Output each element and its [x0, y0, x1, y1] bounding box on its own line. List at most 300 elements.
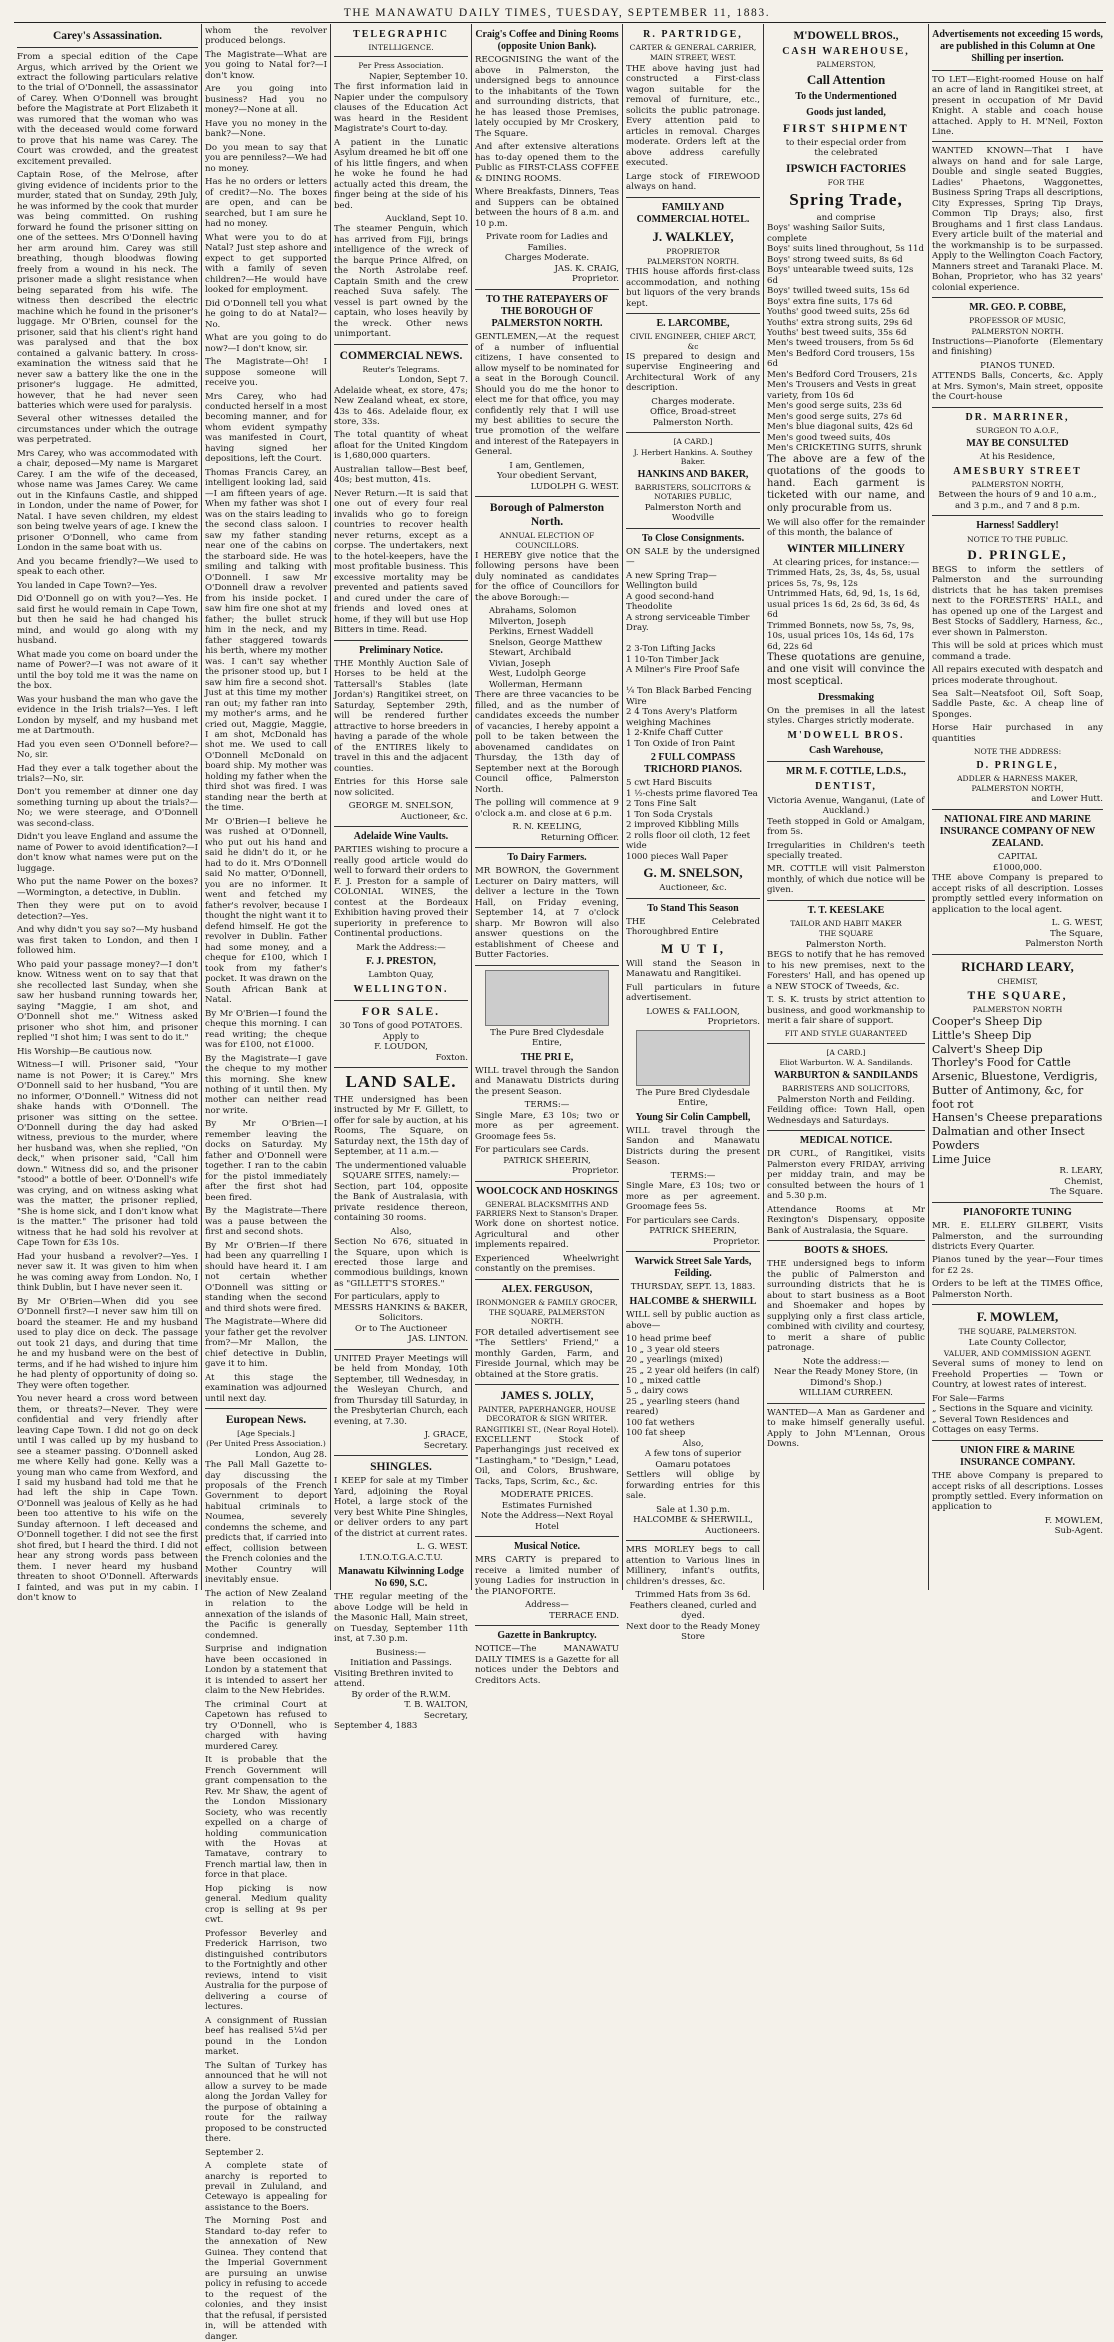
dateline: London, Sept 7.: [399, 375, 468, 386]
line: Address—: [525, 1600, 569, 1611]
ad-title: SHINGLES.: [370, 1461, 432, 1474]
divider: [932, 70, 1103, 71]
line: For Sale—Farms: [932, 1393, 1005, 1404]
paragraph: The steamer Penguin, which has arrived from Fiji, brings intelligence of the wreck of the barque Prince Alfred, on the North Astrolabe reef. Captain Smith and the crew reached Suva safely. The vessel is part owned by the captain, who loses heavily by the wreck. Other news unimportant.: [334, 224, 468, 340]
subheading: VALUER, AND COMMISSION AGENT.: [943, 1349, 1092, 1358]
subheading: BARRISTERS, SOLICITORS & NOTARIES PUBLIC,: [634, 483, 752, 502]
paragraph: What are you going to do now?—I don't know, sir.: [205, 333, 327, 354]
subheading: Eliot Warburton. W. A. Sandilands.: [779, 1057, 913, 1067]
line: Between the hours of 9 and 10 a.m., and 3 p.m., and 7 and 8 p.m.: [938, 490, 1097, 511]
divider: [475, 1625, 619, 1626]
telegraph-body: [334, 224, 468, 339]
article-title: Carey's Assassination.: [52, 30, 163, 42]
ad-name: J. WALKLEY,: [652, 228, 734, 244]
divider: [334, 1455, 468, 1456]
paragraph: MRS CARTY is prepared to receive a limited number of young Ladies for instruction in the PIANOFORTE.: [475, 1555, 619, 1597]
ad-name: Call Attention: [806, 72, 886, 88]
column-2: [202, 26, 330, 2342]
line: THURSDAY, SEPT. 13, 1883.: [630, 1282, 756, 1293]
paragraph: The Magistrate—Oh! I suppose someone will receive you.: [205, 357, 327, 389]
line: Your obedient Servant,: [496, 471, 598, 482]
divider: [475, 289, 619, 290]
line: Office, Broad-street: [650, 407, 736, 418]
divider: [767, 1403, 925, 1404]
paragraph: RECOGNISING the want of the above in Palmerston, the undersigned begs to announce to the inhabitants of the Town and surrounding districts, that he has leased those Premises, lately occupied by Mr Croskery, The Square.: [475, 55, 619, 139]
paragraph: Irregularities in Children's teeth specially treated.: [767, 840, 925, 861]
line: and comprise: [816, 212, 876, 223]
subheading: J. Herbert Hankins. A. Southey Baker.: [633, 447, 753, 466]
line: Late County Collector,: [968, 1337, 1067, 1348]
divider: [932, 809, 1103, 810]
signature: Proprietor.: [712, 1236, 760, 1247]
dateline: Napier, September 10.: [369, 71, 468, 82]
list-item: 1 2-Knife Chaff Cutter: [626, 728, 723, 739]
signature: Secretary,: [423, 1710, 468, 1721]
list-item: Youths' extra strong suits, 29s 6d: [767, 317, 913, 328]
divider: [932, 954, 1103, 955]
divider: [475, 1384, 619, 1385]
line: The Pure Bred Clydesdale Entire,: [490, 1027, 604, 1049]
line: £1000,000.: [992, 862, 1043, 873]
subheading: INTELLIGENCE.: [368, 43, 434, 53]
paragraph: Has he no orders or letters of credit?—No. The boxes are open, and can be searched, but I am sure he had no money.: [205, 177, 327, 230]
signature: T. B. WALTON,: [404, 1700, 468, 1711]
subheading: PAINTER, PAPERHANGER, HOUSE DECORATOR & SIGN WRITER.: [478, 1405, 616, 1424]
list-item: 2 rolls floor oil cloth, 12 feet wide: [626, 830, 751, 852]
ad-name: G. M. SNELSON,: [643, 865, 743, 881]
ad-title: Craig's Coffee and Dining Rooms (opposite Union Bank).: [475, 29, 619, 53]
column-4: [472, 26, 622, 1686]
subheading: GENERAL BLACKSMITHS AND FARRIERS Next to Stanson's Draper.: [475, 1199, 619, 1218]
subheading: NOTICE TO THE PUBLIC.: [966, 534, 1068, 544]
signature: Secretary.: [423, 1440, 468, 1451]
list-item: Men's tweed trousers, from 5s 6d: [767, 338, 914, 349]
line: the celebrated: [814, 148, 878, 159]
list-item: Boys' suits lined throughout, 5s 11d: [767, 244, 924, 255]
list-item: A Milner's Fire Proof Safe: [626, 665, 740, 676]
signature: Sub-Agent.: [1054, 1526, 1103, 1537]
divider: [626, 197, 760, 198]
divider: [475, 496, 619, 497]
ad-title: Manawatu Kilwinning Lodge No 690, S.C.: [338, 1566, 464, 1590]
list-item: Boys' strong tweed suits, 8s 6d: [767, 254, 903, 265]
ad-title: Preliminary Notice.: [359, 644, 443, 656]
column-5: [623, 26, 763, 1643]
paragraph: Have you no money in the bank?—None.: [205, 118, 327, 140]
list-item: Boys' washing Sailor Suits, complete: [767, 223, 886, 244]
paragraph: September 2.: [205, 2147, 264, 2158]
paragraph: This will be sold at prices which must command a trade.: [932, 641, 1103, 662]
ad-title: F. MOWLEM,: [976, 1309, 1059, 1325]
line: Also,: [682, 1438, 704, 1449]
list-item: 1000 pieces Wall Paper: [626, 851, 728, 862]
list-item: Men's good tweed suits, 40s: [767, 432, 891, 443]
subheading: FIT AND STYLE GUARANTEED: [784, 1029, 908, 1039]
ad-name: THE PRI E,: [520, 1051, 574, 1063]
list-item: 10 head prime beef: [626, 1334, 711, 1345]
paragraph: THE undersigned begs to inform the public of Palmerston and surrounding districts that he is about to start business as a Boot and Shoemaker and hopes by supplying only a first class article, combined with civility and courtesy, to merit a share of public patronage.: [767, 1259, 925, 1354]
paragraph: Single Mare, £3 10s; two or more as per agreement. Groomage fees 5s.: [475, 1110, 619, 1142]
list-item: Arsenic, Bluestone, Verdigris, Butter of Antimony, &c, for foot rot: [932, 1070, 1098, 1111]
line: Private room for Ladies and Families.: [486, 232, 608, 253]
list-item: 10 „ 3 year old steers: [626, 1344, 720, 1355]
divider: [932, 1304, 1103, 1305]
signature: Proprietor.: [571, 1166, 619, 1177]
paragraph: What made you come on board under the name of Power?—I was not aware of it until the boy told me it was the name on the box.: [17, 649, 198, 692]
ad-name: THE SQUARE,: [967, 989, 1068, 1002]
signature: J. GRACE,: [424, 1430, 468, 1441]
subheading: PALMERSTON NORTH.: [971, 326, 1064, 336]
paragraph: All repairs executed with despatch and prices moderate throughout.: [932, 665, 1103, 686]
paragraph: From a special edition of the Cape Argus, which arrived by the Orient we extract the following particulars relative to the trial of O'Donnell, the assassinator of Carey. When O'Donnell was brought before the Magistrate at Port Elizabeth it was rumored that the woman who was with the deceased would come forward to prove that his name was Carey. The Court was crowded, and the greatest excitement prevailed.: [17, 52, 198, 167]
divider: [626, 1251, 760, 1252]
paragraph: WANTED—A Man as Gardener and to make himself generally useful. Apply to John M'Lennan, Orous Downs.: [767, 1407, 925, 1450]
paragraph: whom the revolver produced belongs.: [205, 26, 327, 47]
ad-title: To Stand This Season: [647, 902, 739, 914]
subheading: MAIN STREET, WEST.: [649, 53, 737, 63]
list-item: [626, 676, 760, 686]
paragraph: I HEREBY give notice that the following persons have been duly nominated as candidates for the office of Councillors for the above Borough:—: [475, 550, 619, 603]
ad-title: MR M. F. COTTLE, L.D.S.,: [786, 766, 906, 778]
european-news-body: [205, 1460, 327, 2342]
ad-title: UNION FIRE & MARINE INSURANCE COMPANY.: [959, 1444, 1075, 1468]
paragraph: We will also offer for the remainder of this month, the balance of: [767, 517, 925, 539]
paragraph: Mrs Carey, who had conducted herself in a most becoming manner, and for whom evident sympathy was manifested in Court, having signed her depositions, left the Court.: [205, 391, 327, 465]
line: At his Residence,: [979, 452, 1056, 463]
line: Business:—: [376, 1647, 426, 1658]
line: Trimmed Hats from 3s 6d.: [635, 1590, 751, 1601]
ad-name: Young Sir Colin Campbell,: [635, 1111, 751, 1123]
ad-name: D. PRINGLE,: [967, 546, 1068, 562]
line: Sale at 1.30 p.m.: [656, 1504, 730, 1515]
line: CAPITAL: [997, 852, 1038, 863]
paragraph: The action of New Zealand in relation to the annexation of the islands of the Pacific is generally condemned.: [205, 1588, 327, 1641]
candidate-list: [475, 606, 619, 690]
line: The Pure Bred Clydesdale Entire,: [636, 1087, 750, 1109]
paragraph: THE above having just had constructed a First-class wagon suitable for the removal of furniture, etc., solicits the public patronage. Every attention paid to articles in removal. Charges moderate. Orders left at the above address carefully executed.: [626, 63, 760, 169]
divider: [932, 297, 1103, 298]
list-item: Trimmed Hats, 2s, 3s, 4s, 5s, usual prices 5s, 7s, 9s, 12s: [767, 568, 920, 589]
divider: [767, 900, 925, 901]
ad-name: F. J. PRESTON,: [366, 956, 436, 968]
ad-name: To the Undermentioned: [795, 91, 897, 103]
ad-name: 2 FULL COMPASS TRICHORD PIANOS.: [644, 752, 742, 776]
signature: LUDOLPH G. WEST.: [530, 481, 619, 492]
ad-name: DENTIST,: [815, 781, 877, 793]
subheading: [A CARD.]: [826, 1047, 866, 1057]
paragraph: MR. E. ELLERY GILBERT, Visits Palmerston, and the surrounding districts Every Quarter.: [932, 1221, 1103, 1252]
divider: [334, 1067, 468, 1068]
signature: F. MOWLEM,: [1044, 1515, 1103, 1526]
ad-title: E. LARCOMBE,: [656, 318, 730, 330]
paragraph: ON SALE by the undersigned—: [626, 546, 760, 568]
divider: [626, 313, 760, 314]
subheading: PALMERSTON,: [816, 60, 876, 70]
line: Foxton.: [435, 1052, 468, 1063]
list-item: Milverton, Joseph: [489, 616, 567, 627]
paragraph: WILL travel through the Sandon and Manawatu Districts during the present Season.: [475, 1065, 619, 1097]
paragraph: And you became friendly?—We used to speak to each other.: [17, 556, 198, 578]
line: Lambton Quay,: [368, 970, 434, 981]
line: Apply to: [382, 1031, 420, 1042]
paragraph: Hop picking is now general. Medium quality crop is selling at 9s per cwt.: [205, 1883, 327, 1926]
ad-title: Gazette in Bankruptcy.: [497, 1630, 597, 1642]
divider: [334, 1000, 468, 1001]
paragraph: It is probable that the French Government will grant compensation to the Rev. Mr Shaw, the agent of the London Missionary Society, who was recently expelled on a charge of holding communication with the Hovas at Tamatave, contrary to French martial law, then in force in that place.: [205, 1755, 327, 1881]
divider: [626, 1540, 760, 1541]
subheading: CHEMIST,: [997, 976, 1038, 986]
line: Palmerston North.: [652, 417, 734, 428]
paragraph: The above are a few of the quotations of the goods to hand. Each garment is ticketed with our name, and only procurable from us.: [767, 453, 925, 514]
paragraph: By the Magistrate—There was a pause between the first and second shots.: [205, 1206, 327, 1238]
list-item: A good second-hand Theodolite: [626, 591, 715, 613]
divider: [767, 1240, 925, 1241]
section-title-commercial: COMMERCIAL NEWS.: [339, 349, 463, 362]
horse-illustration: [636, 1030, 750, 1086]
list-item: 100 fat wethers: [626, 1417, 695, 1428]
line: and Lower Hutt.: [1031, 794, 1103, 805]
divider: [932, 1440, 1103, 1441]
line: Victoria Avenue, Wanganui, (Late of Auckland.): [767, 795, 925, 817]
ad-name: M'DOWELL BROS.: [787, 729, 905, 741]
list-item: Men's CRICKETING SUITS, shrunk: [767, 443, 922, 454]
line: TERRACE END.: [549, 1610, 619, 1621]
list-item: Thorley's Food for Cattle: [932, 1056, 1071, 1070]
ad-title: BOOTS & SHOES.: [804, 1245, 888, 1257]
list-item: Boys' untearable tweed suits, 12s 6d: [767, 265, 914, 286]
divider: [932, 141, 1103, 142]
paragraph: The Magistrate—Where did your father get the revolver from?—Mr Mallon, the chief detective in Dublin, gave it to him.: [205, 1317, 327, 1370]
ad-title: Borough of Palmerston North.: [489, 502, 605, 529]
paragraph: BEGS to inform the settlers of Palmerston and the surrounding districts that he has taken premises next to the FORESTERS' HALL, and has opened up one of the Largest and Best Stocks of Saddlery, Harness, &c., ever shown in Palmerston.: [932, 564, 1103, 638]
masonic-emblem: I.T.N.O.T.G.A.C.T.U.: [359, 1552, 443, 1563]
paragraph: By Mr O'Brien—When did you see O'Donnell first?—I never saw him till on board the steamer. He and my husband used to play dice on deck. The passage out took 21 days, and during that time he and my husband were on the best of terms, and if he had wished to injure him he had plenty of opportunity of doing so. They were often together.: [17, 1296, 198, 1391]
divider: [932, 1202, 1103, 1203]
paragraph: Captain Rose, of the Melrose, after giving evidence of incidents prior to the murder, stated that on Sunday, 29th July, he was informed by the cook that murder was being committed. On rushing forward he found the prisoner sitting on one of the settees. Mrs O'Donnell having her arm around him. Carey was still breathing, though bloodwas flowing freely from a wound in his neck. The prisoner made a slight resistance when being separated from his wife. The witness then described the electric machine which he found in the prisoner's luggage. Mr O'Brien, counsel for the prisoner, said that his client's right hand was paralysed and that the box contained a galvanic battery. In cross-examination the witness said that he never saw a battery like the one in the prisoner's luggage. He admitted, however, that he had never seen batteries which were used for paralysis.: [17, 170, 198, 411]
signature: Auctioneers.: [705, 1525, 760, 1536]
subheading: (Per United Press Association.): [206, 1439, 326, 1449]
list-item: 10 „ mixed cattle: [626, 1376, 701, 1386]
subheading: FOR THE: [827, 177, 865, 187]
line: 30 Tons of good POTATOES.: [339, 1021, 463, 1032]
divider: [205, 1408, 327, 1409]
paragraph: Professor Beverley and Frederick Harrison, two distinguished contributors to the Fortnightly and other reviews, intend to visit Australia for the purpose of delivering a course of lectures.: [205, 1928, 327, 2013]
list-item: 2 4 Tons Avery's Platform weighing Machines: [626, 707, 738, 728]
subheading: PROPRIETOR: [666, 246, 720, 256]
line: For particulars, apply to: [334, 1292, 440, 1303]
ad-name: D. PRINGLE,: [976, 759, 1059, 771]
subheading: Reuter's Telegrams.: [362, 364, 440, 374]
line: Visiting Brethren invited to attend.: [334, 1668, 454, 1690]
paragraph: Feilding office: Town Hall, open Wednesdays and Saturdays.: [767, 1105, 925, 1126]
list-item: Men's Trousers and Vests in great variety, from 10s 6d: [767, 380, 916, 401]
ad-title: Harness! Saddlery!: [976, 520, 1059, 532]
line: Charges moderate.: [651, 396, 735, 407]
signature: JAS. LINTON.: [408, 1334, 468, 1345]
paragraph: What were you to do at Natal? Just step ashore and expect to get supported with a family of seven children?—He would have looked for employment.: [205, 232, 327, 296]
ad-name: AMESBURY STREET: [953, 465, 1082, 477]
signature: F. LOUDON,: [374, 1042, 428, 1053]
list-item: 5 „ dairy cows: [626, 1386, 689, 1397]
paragraph: Do you mean to say that you are penniless?—We had no money.: [205, 142, 327, 174]
line: PIANOS TUNED.: [980, 360, 1055, 371]
subheading: SURGEON TO A.O.F.,: [976, 426, 1059, 436]
ad-title: T. T. KEESLAKE: [807, 904, 885, 916]
line: „ Several Town Residences and Cottages on easy Terms.: [932, 1414, 1069, 1436]
paragraph: T. S. K. trusts by strict attention to business, and good workmanship to merit a fair share of support.: [767, 995, 925, 1026]
chemist-product-list: [932, 1015, 1103, 1166]
paragraph: There are three vacancies to be filled, and as the number of candidates exceeds the number of vacancies, I hereby appoint a poll to be taken between the abovenamed candidates on Thursday, the 13th day of September next at the Borough Council office, Palmerston North.: [475, 690, 619, 795]
consignment-list: [626, 571, 760, 749]
paragraph: The criminal Court at Capetown has refused to try O'Donnell, who is charged with having murdered Carey.: [205, 1699, 327, 1752]
ad-title: JAMES S. JOLLY,: [500, 1390, 594, 1402]
paragraph: I KEEP for sale at my Timber Yard, adjoining the Royal Hotel, a large stock of the very best White Pine Shingles, or deliver orders to any part of the district at current rates.: [334, 1476, 468, 1539]
subheading: TAILOR AND HABIT MAKER: [790, 919, 902, 929]
divider: [932, 515, 1103, 516]
paragraph: THE regular meeting of the above Lodge will be held in the Masonic Hall, Main street, on Tuesday, September 11th inst, at 7.30 p.m.: [334, 1592, 468, 1645]
line: At clearing prices, for instance:—: [772, 557, 920, 568]
signature: Auctioneer, &c.: [400, 811, 468, 822]
subheading: [A CARD.]: [673, 437, 713, 447]
list-item: Abrahams, Solomon: [489, 606, 577, 617]
list-item: Men's good serge suits, 23s 6d: [767, 401, 902, 412]
list-item: 2 Tons Fine Salt: [626, 799, 697, 810]
divider: [475, 1536, 619, 1537]
signature: L. G. WEST.: [416, 1542, 468, 1553]
paragraph: WILL sell by public auction as above—: [626, 1310, 760, 1331]
list-item: Untrimmed Hats, 6d, 9d, 1s, 1s 6d, usual prices 1s 6d, 2s 6d, 3s 6d, 4s 6d: [767, 589, 921, 621]
ad-title: Advertisements not exceeding 15 words, are published in this Column at One Shilling per insertion.: [932, 29, 1103, 65]
paragraph: TO LET—Eight-roomed House on half an acre of land in Rangitikei street, at present in occupation of Mr David Knight. A stable and coach house attached. Apply to H. M'Neil, Foxton Line.: [932, 74, 1103, 137]
paragraph: A consignment of Russian beef has realised 5¼d per pound in the London market.: [205, 2015, 327, 2058]
paragraph: Work done on shortest notice. Agricultural and other implements repaired.: [475, 1219, 619, 1251]
paragraph: Who paid your passage money?—I don't know. Witness went on to say that that she recollected last Sunday, when she saw her husband running towards her, saying "Maggie, I am shot, and O'Donnell shot me." Witness asked prisoner who shot him, and prisoner replied "I shot him; I was sent to do it.": [17, 959, 198, 1044]
line: The undermentioned valuable SQUARE SITES, namely:—: [335, 1160, 467, 1182]
stock-list: [626, 1334, 760, 1439]
column-6: [764, 26, 928, 1588]
list-item: 5 cwt Hard Biscuits: [626, 778, 712, 789]
ad-title: Warwick Street Sale Yards, Feilding.: [634, 1256, 752, 1280]
paragraph: By the Magistrate—I gave the cheque to my mother this morning. She knew nothing of it until then. My mother can neither read nor write.: [205, 1053, 327, 1116]
line: A few tons of superior Oamaru potatoes: [644, 1449, 742, 1470]
signature: PATRICK SHEERIN,: [503, 1155, 591, 1166]
line: Palmerston North and Feilding.: [777, 1094, 915, 1105]
paragraph: Orders to be left at the TIMES Office, Palmerston North.: [932, 1279, 1103, 1300]
paragraph: The Pall Mall Gazette to-day discussing the proposals of the French Government to deport habitual criminals to Noumea, severely condemns the scheme, and predicts that, if carried into effect, collision between the French colonies and the Mother Country will inevitably ensue.: [205, 1460, 327, 1586]
ad-name: IPSWICH FACTORIES: [785, 162, 907, 175]
list-item: Dalmatian and other Insect Powders: [932, 1125, 1085, 1152]
paragraph: You landed in Cape Town?—Yes.: [17, 580, 158, 591]
ad-title: R. PARTRIDGE,: [643, 29, 743, 40]
ad-title: To Close Consignments.: [641, 532, 745, 544]
paragraph: MRS MORLEY begs to call attention to Various lines in Millinery, infant's outfits, children's dresses, &c.: [626, 1545, 760, 1587]
horse-illustration: [485, 970, 609, 1026]
subheading: PROFESSOR OF MUSIC,: [969, 316, 1066, 326]
list-item: Men's good serge suits, 27s 6d: [767, 411, 902, 422]
ad-title: MR. GEO. P. COBBE,: [969, 302, 1066, 314]
list-item: Youths' best tweed suits, 35s 6d: [767, 328, 907, 338]
divider: [334, 826, 468, 827]
list-item: 1 10-Ton Timber Jack: [626, 654, 719, 665]
subheading: CIVIL ENGINEER, CHIEF ARCT, &c: [629, 332, 757, 351]
article-body: [17, 52, 198, 1604]
paragraph: Horse Hair purchased in any quantities: [932, 723, 1103, 744]
subheading: PALMERSTON NORTH: [972, 1004, 1063, 1014]
line: MESSRS HANKINS & BAKER, Solicitors.: [334, 1302, 468, 1324]
ad-title: TO THE RATEPAYERS OF THE BOROUGH OF PALMERSTON NORTH.: [486, 293, 608, 329]
divider: [475, 1181, 619, 1182]
line: I am, Gentlemen,: [509, 460, 585, 471]
divider: [767, 1043, 925, 1044]
list-item: Boys' extra fine suits, 17s 6d: [767, 296, 893, 307]
paragraph: Never Return.—It is said that one out of every four real invalids who go to foreign countries to recover health never returns, except as a corpse. The undertakers, next to the hotel-keepers, have the most profitable business. This excessive mortality may be prevented and patients saved and cured under the care of friends and loved ones at home, if they will but use Hop Bitters in time. Read.: [334, 488, 468, 636]
subheading: BARRISTERS AND SOLICITORS,: [782, 1084, 910, 1094]
line: The Square.: [1049, 1187, 1103, 1198]
subheading: THE SQUARE, PALMERSTON NORTH.: [489, 1308, 605, 1327]
paragraph: Instructions—Pianoforte (Elementary and finishing): [932, 336, 1103, 358]
list-item: Lime Juice: [932, 1152, 991, 1166]
line: Feathers cleaned, curled and dyed.: [629, 1600, 757, 1622]
paragraph: Then they were put on to avoid detection?—Yes.: [17, 901, 198, 922]
paragraph: Several sums of money to lend on Freehold Properties — Town or Country, at lowest rates of interest.: [932, 1359, 1103, 1391]
subheading: CARTER & GENERAL CARRIER,: [629, 43, 757, 53]
paragraph: The polling will commence at 9 o'clock a.m. and close at 6 p.m.: [475, 798, 619, 819]
subheading: NOTE THE ADDRESS:: [973, 747, 1062, 757]
paragraph: Didn't you leave England and assume the name of Power to avoid identification?—I don't know what names were put on the luggage.: [17, 832, 198, 874]
paragraph: Several other witnesses detailed the circumstances under which the outrage was perpetrated.: [17, 414, 198, 446]
paragraph: The Magistrate—What are you going to Natal for?—I don't know.: [205, 49, 327, 81]
list-item: 25 „ 2 year old heifers (in calf): [626, 1365, 760, 1376]
line: Initiation and Passings.: [350, 1658, 452, 1669]
paragraph: By Mr O'Brien—If there had been any quarrelling I should have heard it. I am not certain whether O'Donnell was sitting or standing when the second and third shots were fired.: [205, 1240, 327, 1314]
signature: R. LEARY,: [1059, 1166, 1103, 1177]
paragraph: THE undersigned has been instructed by Mr F. Gillett, to offer for sale by auction, at his Rooms, The Square, on Saturday next, the 15th day of September, at 11 a.m.—: [334, 1094, 468, 1158]
line: Near the Ready Money Store, (in Dimond's Shop.): [773, 1367, 919, 1388]
ad-title: MEDICAL NOTICE.: [799, 1135, 893, 1147]
paragraph: On the premises in all the latest styles. Charges strictly moderate.: [767, 705, 925, 727]
paragraph: A patient in the Lunatic Asylum dreamed he bit off one of his little fingers, and when he woke he found he had actually acted this dream, the finger being at the side of his bed.: [334, 137, 468, 211]
paragraph: Thomas Francis Carey, an intelligent looking lad, said—I am fifteen years of age. When my father was shot I was on the stairs leading to the second class saloon. I saw my father standing near one of the cabins on the starboard side. He was smiling and talking with O'Donnell. I saw Mr O'Donnell draw a revolver from his inside pocket. I saw him fire one shot at my father; the bullet struck him in the neck, and my father staggered towards his berth, where my mother was. I can't say whether the prisoner stood up, but I saw him fire a second shot. Just at this time my mother ran out; my father ran into my mother's arms, and he cried out, Maggie, Maggie, I am shot, McDonald has shot me. We used to call O'Donnell McDonald on board ship. My mother was holding my father when the third shot was fired. I was standing near the berth at the time.: [205, 467, 327, 814]
paragraph: EXCELLENT Stock of Paperhangings just received ex "Lastingham," to "Design," Lead, Oil, and Colors, Brushware, Tacks, Taps, Scrim, &c., &c.: [475, 1434, 619, 1487]
paragraph: THE above Company is prepared to accept risks of all description. Losses promptly settled every information on application to the local agent.: [932, 873, 1103, 915]
divider: [767, 1130, 925, 1131]
list-item: Trimmed Bonnets, now 5s, 7s, 9s, 10s, usual prices 10s, 14s 6d, 17s 6d, 22s 6d: [767, 620, 915, 652]
masthead: THE MANAWATU DAILY TIMES, TUESDAY, SEPTEMBER 11, 1883.: [343, 7, 771, 19]
paragraph: THE Celebrated Thoroughbred Entire: [626, 916, 760, 938]
divider: [475, 847, 619, 848]
line: Charges Moderate.: [504, 253, 590, 264]
divider: [334, 640, 468, 641]
ad-title: PIANOFORTE TUNING: [963, 1206, 1072, 1218]
ad-title: DR. MARRINER,: [965, 411, 1070, 423]
line: „ Sections in the Square and vicinity.: [932, 1404, 1094, 1415]
subheading: PALMERSTON NORTH.: [646, 256, 740, 266]
subheading: [Age Specials.]: [237, 1429, 295, 1439]
list-item: 2 3-Ton Lifting Jacks: [626, 644, 716, 655]
paragraph: The first information laid in Napier under the compulsory clauses of the Education Act was heard in the Resident Magistrate's Court to-day.: [334, 82, 468, 135]
ad-name: Goods just landed,: [806, 106, 886, 118]
list-item: Men's blue diagonal suits, 42s 6d: [767, 422, 913, 433]
paragraph: Large stock of FIREWOOD always on hand.: [626, 171, 760, 193]
paragraph: By Mr O'Brien—I remember leaving the docks on Saturday. My father and O'Donnell were together. I ran to the cabin for the pistol immediately after the first shot had been fired.: [205, 1119, 327, 1203]
list-item: Snelson, George Matthew: [489, 637, 603, 648]
list-item: Men's Bedford Cord trousers, 15s 6d: [767, 348, 915, 370]
signature: R. N. KEELING,: [512, 822, 582, 833]
paragraph: WANTED KNOWN—That I have always on hand and for sale Large, Double and single seated Buggies, Ladies' Phaetons, Waggonettes, Business Spring Traps all descriptions, City Expresses, Spring Tip Drays, Common Tip Drays; also, first Broughams and 1 first class Landaus. Every article built of the material and the workmanship is to be surpassed. Apply to the Wellington Coach Factory, Manners street and Taranaki Place. M. Bohan, Proprietor, who has 32 years' colonial experience.: [932, 146, 1103, 293]
paragraph: Sea Salt—Neatsfoot Oil, Soft Soap, Saddle Paste, &c. A cheap line of Sponges.: [932, 688, 1103, 720]
line: Palmerston North: [1025, 939, 1103, 950]
ad-title: WOOLCOCK AND HOSKINGS: [476, 1185, 618, 1197]
